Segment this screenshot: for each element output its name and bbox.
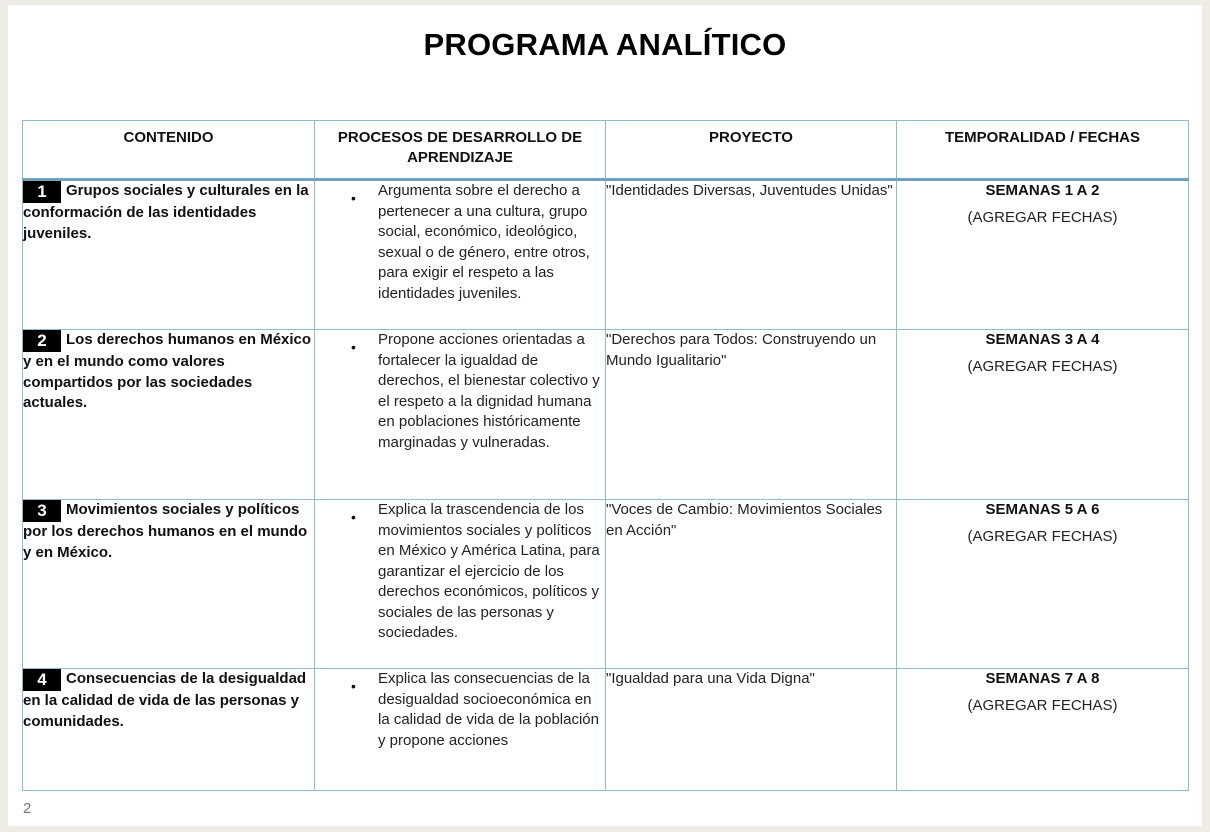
proyecto-text: "Identidades Diversas, Juventudes Unidas" bbox=[606, 182, 893, 199]
contenido-text: Grupos sociales y culturales en la conformación de las identidades juveniles. bbox=[23, 182, 309, 242]
table-header-row bbox=[23, 121, 1189, 180]
number-badge: 3 bbox=[23, 500, 61, 522]
temporalidad-cell bbox=[897, 180, 1189, 330]
table-row bbox=[23, 500, 1189, 669]
contenido-cell bbox=[23, 500, 315, 669]
contenido-text: Los derechos humanos en México y en el mundo como valores compartidos por las sociedades actuales. bbox=[23, 331, 312, 411]
page-number: 2 bbox=[23, 800, 32, 817]
proceso-text: Propone acciones orientadas a fortalecer la igualdad de derechos, el bienestar colectivo y el respeto a la dignidad humana en poblaciones históricamente marginadas y vulneradas. bbox=[378, 331, 600, 451]
contenido-cell bbox=[23, 330, 315, 500]
proceso-cell bbox=[315, 180, 606, 330]
semanas-label: SEMANAS 5 A 6 bbox=[985, 501, 1100, 518]
temporalidad-cell bbox=[897, 669, 1189, 791]
fechas-placeholder: (AGREGAR FECHAS) bbox=[967, 358, 1118, 375]
page-title: PROGRAMA ANALÍTICO bbox=[423, 27, 787, 62]
header-procesos: PROCESOS DE DESARROLLO DE APRENDIZAJE bbox=[315, 121, 606, 180]
fechas-placeholder: (AGREGAR FECHAS) bbox=[967, 697, 1118, 714]
contenido-cell bbox=[23, 180, 315, 330]
header-proyecto: PROYECTO bbox=[606, 121, 897, 180]
proceso-cell bbox=[315, 330, 606, 500]
number-badge: 4 bbox=[23, 669, 61, 691]
table-row bbox=[23, 669, 1189, 791]
table-row bbox=[23, 180, 1189, 330]
contenido-cell bbox=[23, 669, 315, 791]
proceso-text: Explica la trascendencia de los movimientos sociales y políticos en México y América Latina, para garantizar el ejercicio de los derechos económicos, políticos y sociales de las personas y sociedades. bbox=[378, 501, 600, 641]
contenido-text: Movimientos sociales y políticos por los derechos humanos en el mundo y en México. bbox=[23, 501, 308, 561]
header-contenido: CONTENIDO bbox=[23, 121, 315, 180]
temporalidad-cell bbox=[897, 500, 1189, 669]
proceso-cell bbox=[315, 669, 606, 791]
proyecto-cell bbox=[606, 330, 897, 500]
temporalidad-cell bbox=[897, 330, 1189, 500]
table-row bbox=[23, 330, 1189, 500]
proyecto-text: "Derechos para Todos: Construyendo un Mundo Igualitario" bbox=[606, 331, 877, 369]
proyecto-cell bbox=[606, 500, 897, 669]
proceso-cell bbox=[315, 500, 606, 669]
proceso-text: Explica las consecuencias de la desigualdad socioeconómica en la calidad de vida de la población y propone acciones bbox=[378, 670, 599, 749]
semanas-label: SEMANAS 7 A 8 bbox=[985, 670, 1100, 687]
semanas-label: SEMANAS 3 A 4 bbox=[985, 331, 1100, 348]
fechas-placeholder: (AGREGAR FECHAS) bbox=[967, 209, 1118, 226]
bullet-icon: • bbox=[351, 509, 356, 525]
contenido-text: Consecuencias de la desigualdad en la calidad de vida de las personas y comunidades. bbox=[23, 670, 307, 730]
bullet-icon: • bbox=[351, 339, 356, 355]
proyecto-cell bbox=[606, 669, 897, 791]
program-table bbox=[22, 120, 1189, 791]
proyecto-text: "Voces de Cambio: Movimientos Sociales en Acción" bbox=[606, 501, 883, 539]
header-temporalidad: TEMPORALIDAD / FECHAS bbox=[897, 121, 1189, 180]
fechas-placeholder: (AGREGAR FECHAS) bbox=[967, 528, 1118, 545]
bullet-icon: • bbox=[351, 190, 356, 206]
semanas-label: SEMANAS 1 A 2 bbox=[985, 182, 1100, 199]
proceso-text: Argumenta sobre el derecho a pertenecer a una cultura, grupo social, económico, ideológico, sexual o de género, entre otros, para exigir el respeto a las identidades juveniles. bbox=[378, 182, 590, 302]
number-badge: 2 bbox=[23, 330, 61, 352]
proyecto-text: "Igualdad para una Vida Digna" bbox=[606, 670, 815, 687]
bullet-icon: • bbox=[351, 678, 356, 694]
proyecto-cell bbox=[606, 180, 897, 330]
number-badge: 1 bbox=[23, 181, 61, 203]
document-page bbox=[8, 5, 1202, 826]
